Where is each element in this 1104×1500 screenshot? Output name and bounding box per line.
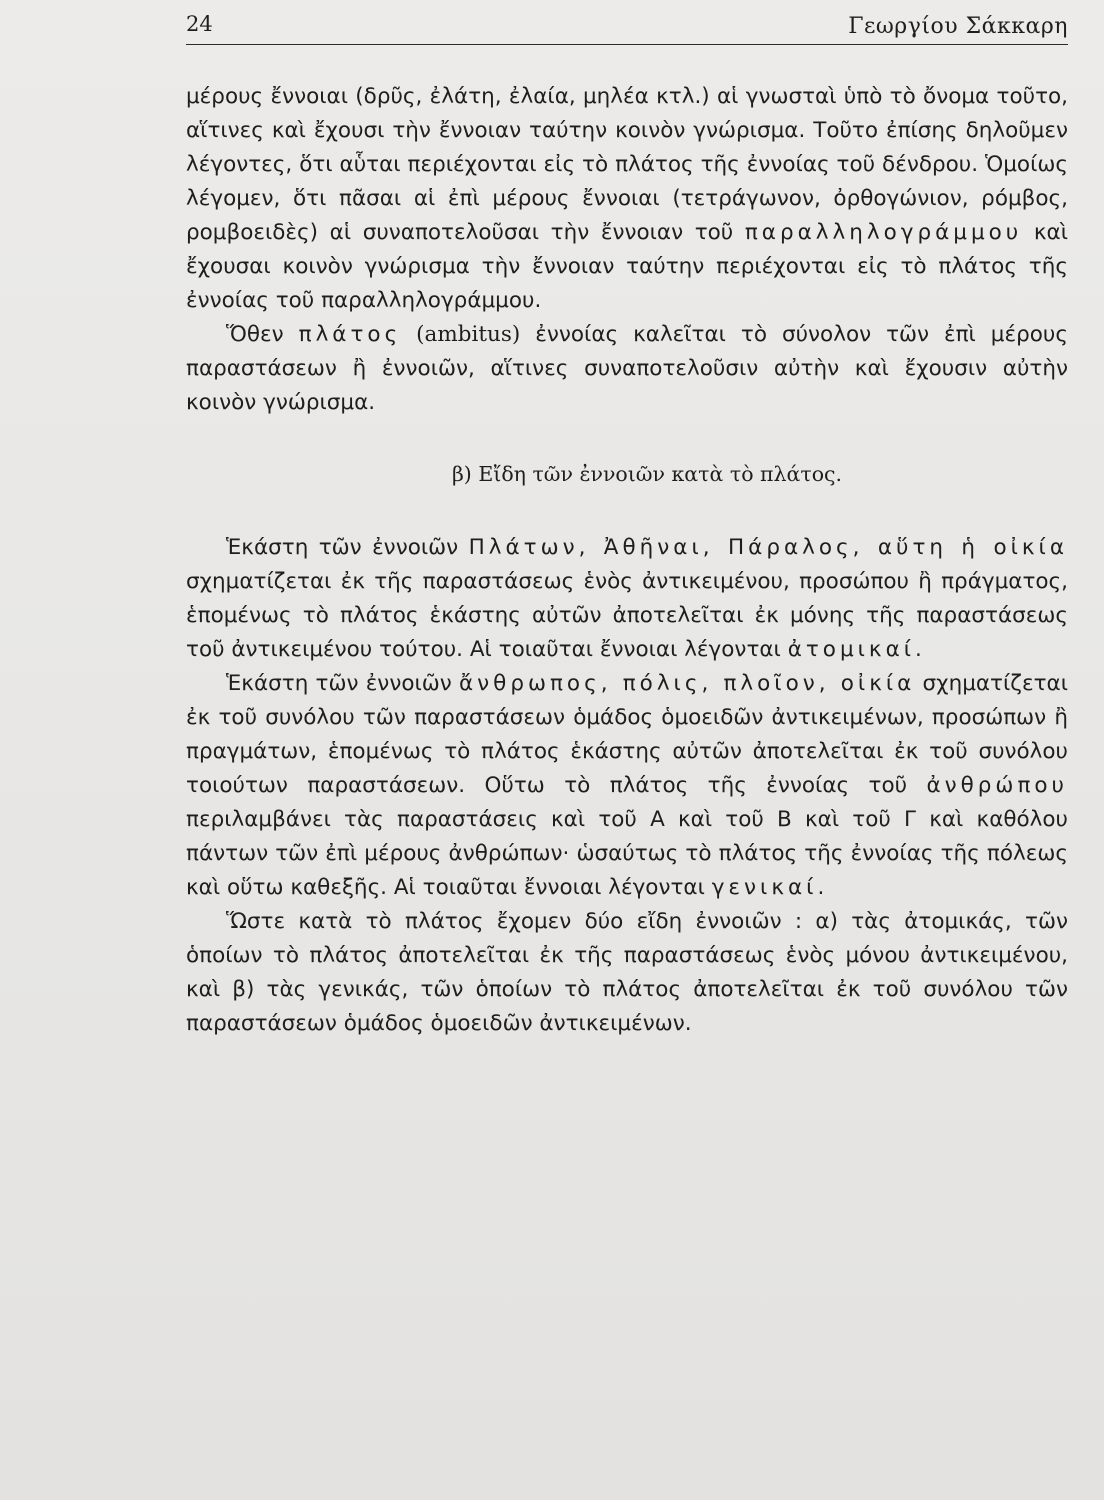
spaced-term-platos: πλάτος xyxy=(298,322,402,347)
paragraph-2-start: Ὅθεν xyxy=(226,322,284,347)
latin-term: (ambitus) xyxy=(416,322,521,347)
running-head: Γεωργίου Σάκκαρη xyxy=(848,14,1068,39)
spaced-term-atomikai: ἀτομικαί. xyxy=(787,637,926,662)
paragraph-4-start: Ἑκάστη τῶν ἐννοιῶν xyxy=(226,671,452,696)
header-rule xyxy=(186,44,1068,45)
spaced-term-parallelogram: παραλληλογράμμου xyxy=(744,220,1023,245)
section-heading: β) Εἴδη τῶν ἐννοιῶν κατὰ τὸ πλάτος. xyxy=(451,462,843,486)
paragraph-2 xyxy=(186,318,1068,420)
body-text xyxy=(186,80,1068,1041)
paragraph-1 xyxy=(186,80,1068,318)
paragraph-1-end: καὶ ἔχουσαι κοινὸν γνώρισμα τὴν ἔννοιαν ταύτην περιέχονται εἰς τὸ πλάτος τῆς ἐννοίας τοῦ παραλληλογράμμου. xyxy=(186,220,1068,313)
paragraph-1-text: μέρους ἔννοιαι (δρῦς, ἐλάτη, ἐλαία, μηλέα κτλ.) αἱ γνωσταὶ ὑπὸ τὸ ὄνομα τοῦτο, αἵτινες καὶ ἔχουσι τὴν ἔννοιαν ταύτην κοινὸν γνώρισμα. Τοῦτο ἐπίσης δηλοῦμεν λέγοντες, ὅτι αὗται περιέχονται εἰς τὸ πλάτος τῆς ἐννοίας τοῦ δένδρου. Ὁμοίως λέγομεν, ὅτι πᾶσαι αἱ ἐπὶ μέρους ἔννοιαι (τετράγωνον, ὀρθογώνιον, ρόμβος, ρομβοειδὲς) αἱ συναποτελοῦσαι τὴν ἔννοιαν τοῦ xyxy=(186,84,1068,245)
page-number: 24 xyxy=(186,12,213,36)
paragraph-4-mid: σχηματίζεται ἐκ τοῦ συνόλου τῶν παραστάσεων ὁμάδος ὁμοειδῶν ἀντικειμένων, προσώπων ἢ πραγμάτων, ἑπομένως τὸ πλάτος ἑκάστης αὐτῶν ἀποτελεῖται ἐκ τοῦ συνόλου τοιούτων παραστάσεων. Οὕτω τὸ πλάτος τῆς ἐννοίας τοῦ xyxy=(186,671,1068,798)
paragraph-4-end: περιλαμβάνει τὰς παραστάσεις καὶ τοῦ Α καὶ τοῦ Β καὶ τοῦ Γ καὶ καθόλου πάντων τῶν ἐπὶ μέρους ἀνθρώπων· ὡσαύτως τὸ πλάτος τῆς ἐννοίας τῆς πόλεως καὶ οὕτω καθεξῆς. Αἱ τοιαῦται ἔννοιαι λέγονται xyxy=(186,807,1068,900)
spaced-term-genikai: γενικαί. xyxy=(711,875,829,900)
paragraph-5: Ὥστε κατὰ τὸ πλάτος ἔχομεν δύο εἴδη ἐννοιῶν : α) τὰς ἀτομικάς, τῶν ὁποίων τὸ πλάτος ἀποτελεῖται ἐκ τῆς παραστάσεως ἑνὸς μόνου ἀντικειμένου, καὶ β) τὰς γενικάς, τῶν ὁποίων τὸ πλάτος ἀποτελεῖται ἐκ τοῦ συνόλου τῶν παραστάσεων ὁμάδος ὁμοειδῶν ἀντικειμένων. xyxy=(186,909,1068,1036)
spaced-examples-general: ἄνθρωπος, πόλις, πλοῖον, οἰκία xyxy=(458,671,916,696)
spaced-examples-individual: Πλάτων, Ἀθῆναι, Πάραλος, αὕτη ἡ οἰκία xyxy=(468,535,1068,560)
paragraph-3-start: Ἑκάστη τῶν ἐννοιῶν xyxy=(226,535,459,560)
spaced-term-anthropou: ἀνθρώπου xyxy=(926,773,1068,798)
paragraph-3 xyxy=(186,531,1068,667)
page-header xyxy=(186,12,1068,46)
paragraph-2-end: ἐννοίας καλεῖται τὸ σύνολον τῶν ἐπὶ μέρους παραστάσεων ἢ ἐννοιῶν, αἵτινες συναποτελοῦσιν αὐτὴν καὶ ἔχουσιν αὐτὴν κοινὸν γνώρισμα. xyxy=(186,322,1068,415)
paragraph-4 xyxy=(186,667,1068,905)
paragraph-3-mid: σχηματίζεται ἐκ τῆς παραστάσεως ἑνὸς ἀντικειμένου, προσώπου ἢ πράγματος, ἑπομένως τὸ πλάτος ἑκάστης αὐτῶν ἀποτελεῖται ἐκ μόνης τῆς παραστάσεως τοῦ ἀντικειμένου τούτου. Αἱ τοιαῦται ἔννοιαι λέγονται xyxy=(186,569,1068,662)
